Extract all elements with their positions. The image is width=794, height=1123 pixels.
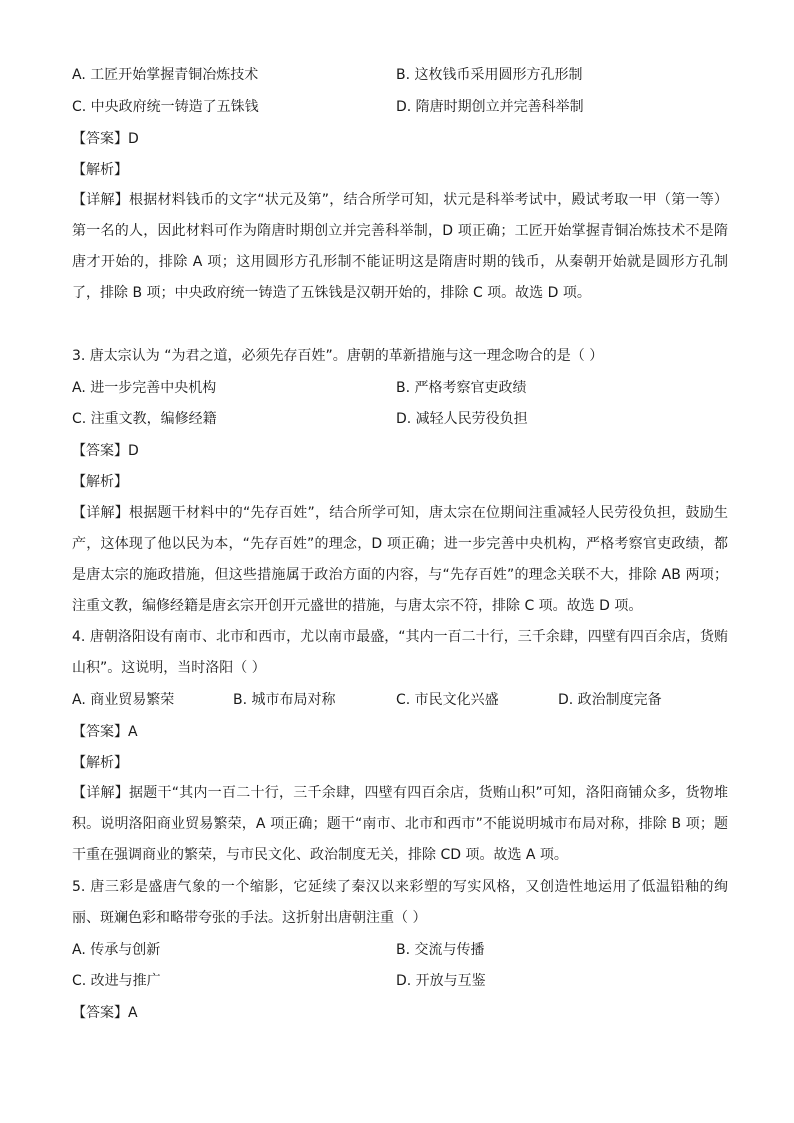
q4-analysis-label: 【解析】 (72, 755, 128, 771)
q2-answer: 【答案】D (72, 131, 139, 147)
q3-answer: 【答案】D (72, 443, 139, 459)
q5-option-d: D. 开放与互鉴 (396, 973, 486, 989)
q4-option-b: B. 城市布局对称 (233, 692, 336, 708)
q4-answer: 【答案】A (72, 724, 138, 740)
q5-stem: 5. 唐三彩是盛唐气象的一个缩影，它延续了秦汉以来彩塑的写实风格，又创造性地运用了低温铅釉的绚丽、斑斓色彩和略带夸张的手法。这折射出唐朝注重（ ） (72, 879, 728, 926)
q5-answer: 【答案】A (72, 1005, 138, 1021)
q2-analysis-label: 【解析】 (72, 162, 128, 178)
q2-option-a: A. 工匠开始掌握青铜冶炼技术 (72, 67, 259, 83)
q5-option-a: A. 传承与创新 (72, 942, 161, 958)
q2-option-d: D. 隋唐时期创立并完善科举制 (396, 99, 584, 115)
q3-analysis-label: 【解析】 (72, 474, 128, 490)
q4-stem: 4. 唐朝洛阳设有南市、北市和西市，尤以南市最盛，“其内一百二十行，三千余肆，四壁有四百余店，货贿山积”。这说明，当时洛阳（ ） (72, 629, 728, 676)
q2-option-c: C. 中央政府统一铸造了五铢钱 (72, 99, 259, 115)
q5-option-c: C. 改进与推广 (72, 973, 161, 989)
q3-option-c: C. 注重文教，编修经籍 (72, 411, 217, 427)
q3-option-d: D. 减轻人民劳役负担 (396, 411, 528, 427)
q4-option-d: D. 政治制度完备 (558, 692, 662, 708)
q3-option-b: B. 严格考察官吏政绩 (396, 380, 527, 396)
q2-detail: 【详解】根据材料钱币的文字“状元及第”，结合所学可知，状元是科举考试中，殿试考取一甲（第一等）第一名的人，因此材料可作为隋唐时期创立并完善科举制，D 项正确；工匠开始掌握青铜冶炼技术不是隋唐才开始的，排除 A 项；这用圆形方孔形制不能证明这是隋唐时期的钱币，从秦朝开始就是圆形方孔制了，排除 B 项；中央政府统一铸造了五铢钱是汉朝开始的，排除 C 项。故选 D 项。 (72, 192, 728, 301)
q4-detail: 【详解】据题干“其内一百二十行，三千余肆，四壁有四百余店，货贿山积”可知，洛阳商铺众多，货物堆积。说明洛阳商业贸易繁荣，A 项正确；题干“南市、北市和西市”不能说明城市布局对称，排除 B 项；题干重在强调商业的繁荣，与市民文化、政治制度无关，排除 CD 项。故选 A 项。 (72, 785, 728, 863)
q5-option-b: B. 交流与传播 (396, 942, 485, 958)
q2-option-b: B. 这枚钱币采用圆形方孔形制 (396, 67, 583, 83)
q4-option-c: C. 市民文化兴盛 (396, 692, 499, 708)
q3-detail: 【详解】根据题干材料中的“先存百姓”，结合所学可知，唐太宗在位期间注重减轻人民劳役负担，鼓励生产，这体现了他以民为本，“先存百姓”的理念，D 项正确；进一步完善中央机构，严格考察官吏政绩，都是唐太宗的施政措施，但这些措施属于政治方面的内容，与“先存百姓”的理念关联不大，排除 AB 两项；注重文教，编修经籍是唐玄宗开创开元盛世的措施，与唐太宗不符，排除 C 项。故选 D 项。 (72, 505, 728, 614)
q3-option-a: A. 进一步完善中央机构 (72, 380, 217, 396)
q4-option-a: A. 商业贸易繁荣 (72, 692, 175, 708)
q3-stem: 3. 唐太宗认为 “为君之道，必须先存百姓”。唐朝的革新措施与这一理念吻合的是（ ） (72, 348, 604, 364)
